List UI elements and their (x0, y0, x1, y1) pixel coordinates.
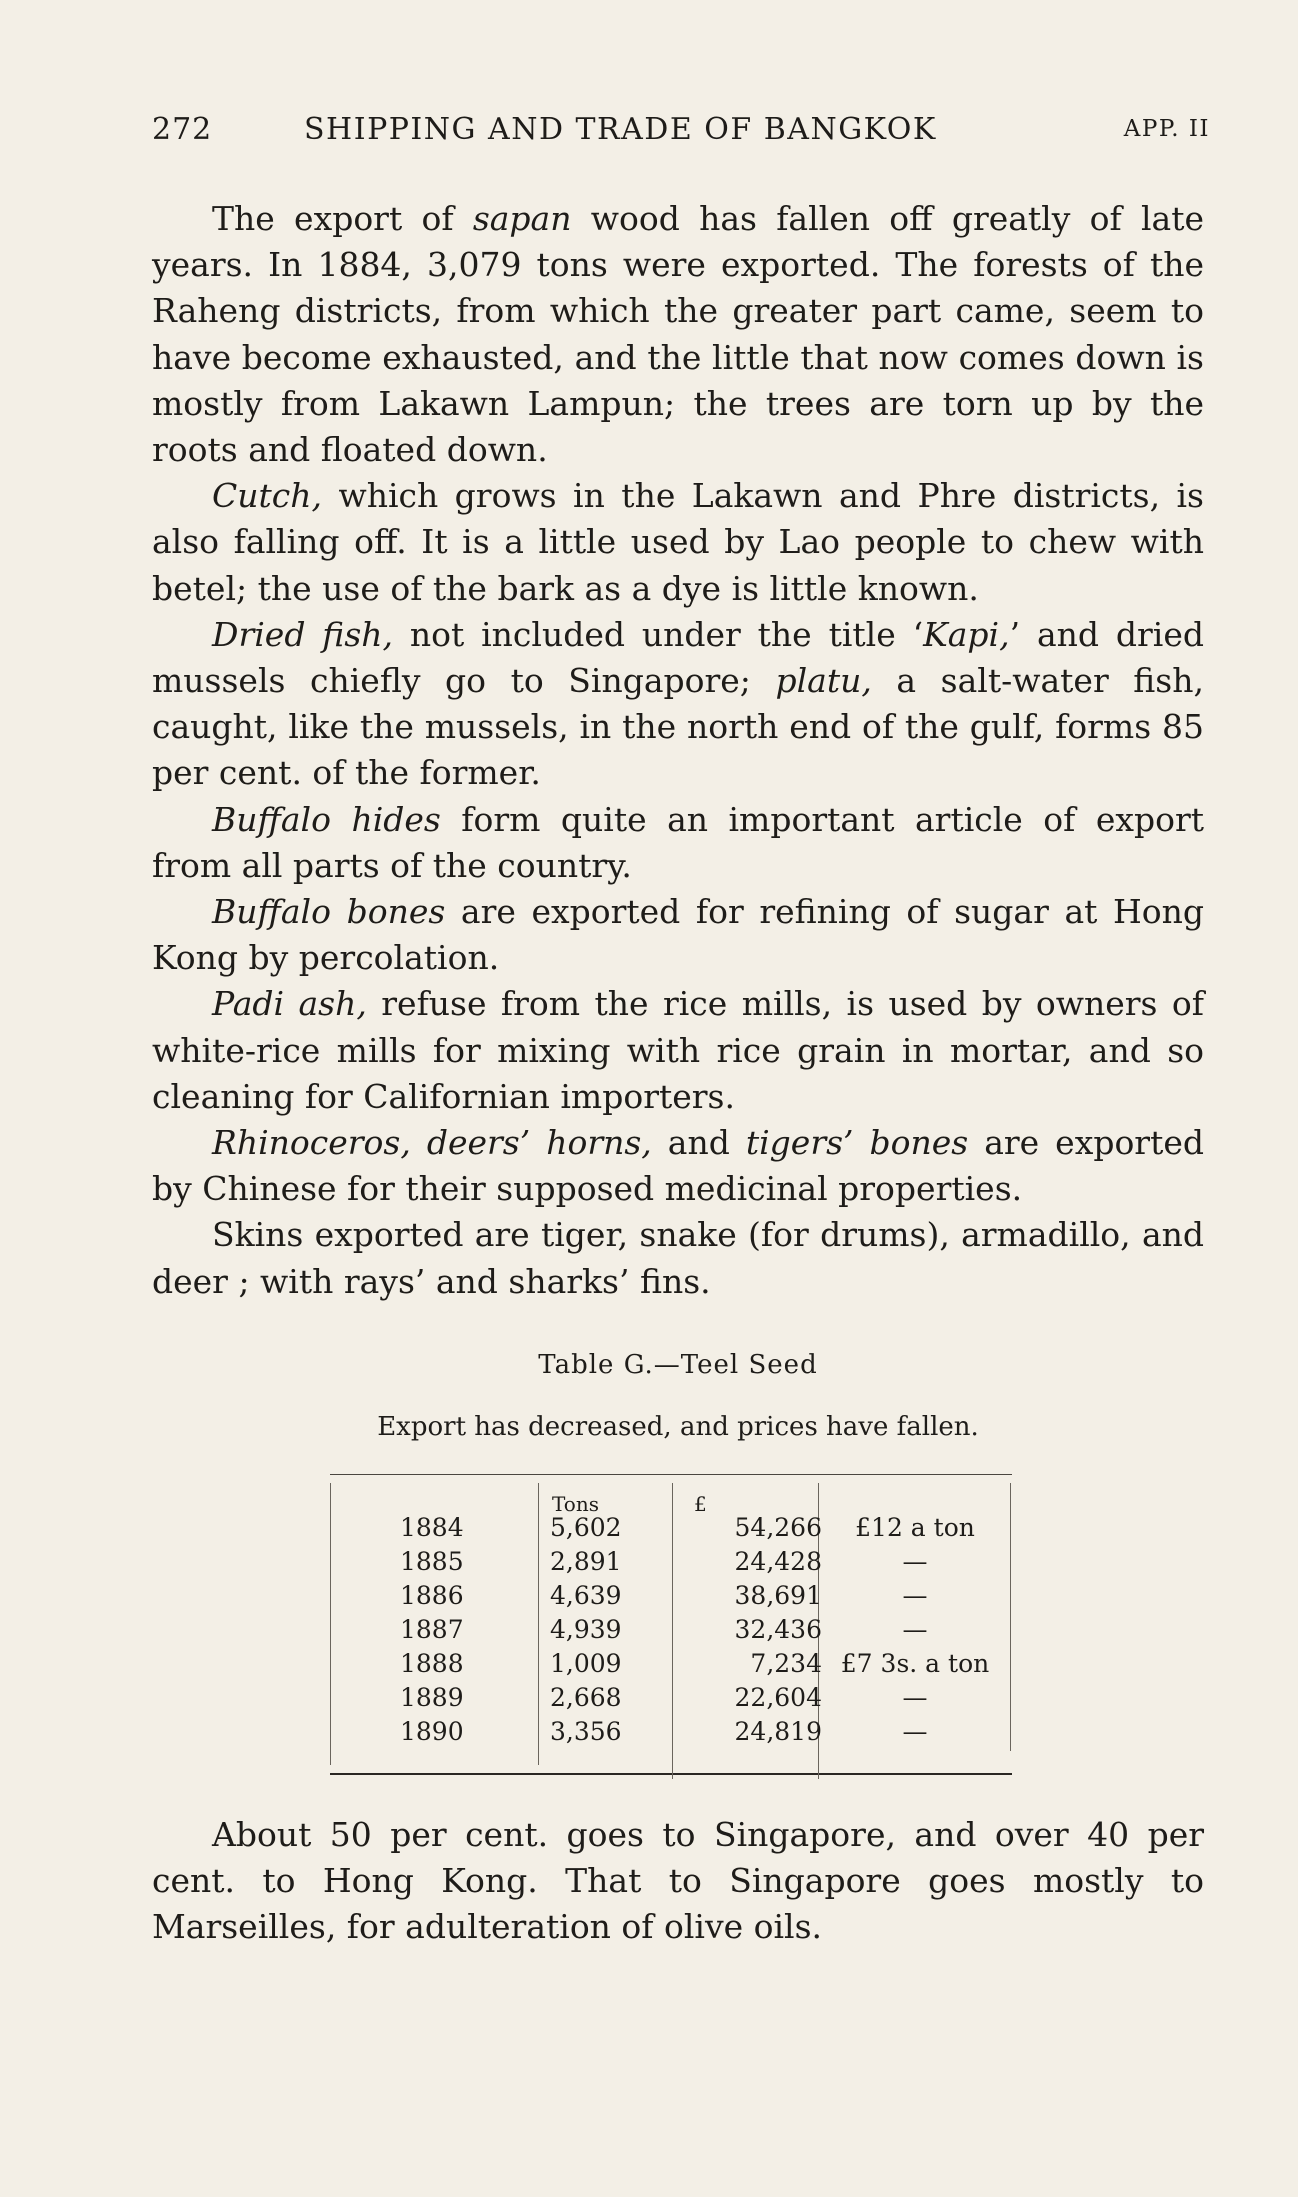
paragraph (152, 981, 1204, 1120)
table-cell-year: 1890 (400, 1717, 464, 1746)
table-title: Table G.—Teel Seed (538, 1350, 818, 1380)
table-cell-value: 22,604 (734, 1683, 822, 1712)
text-run: refuse from the rice mills, is used by owners of white-rice mills for mixing with rice grain in mortar, and so cleaning for Californian importers. (152, 984, 1204, 1116)
paragraph (152, 889, 1204, 981)
table-cell-year: 1887 (400, 1615, 464, 1644)
table-cell-tons: 2,891 (550, 1547, 622, 1576)
table-cell-tons: 4,939 (550, 1615, 622, 1644)
paragraph (152, 797, 1204, 889)
paragraph (152, 473, 1204, 612)
table-cell-year: 1885 (400, 1547, 464, 1576)
pounds-unit-header: £ (694, 1492, 707, 1516)
table-cell-value: 32,436 (734, 1615, 822, 1644)
teel-seed-table (330, 1474, 1012, 1775)
table-cell-tons: 2,668 (550, 1683, 622, 1712)
table-cell-year: 1889 (400, 1683, 464, 1712)
text-run: The export of (212, 199, 473, 238)
paragraph (152, 1212, 1204, 1304)
table-cell-value: 24,428 (734, 1547, 822, 1576)
table-cell-tons: 3,356 (550, 1717, 622, 1746)
table-cell-value: 7,234 (750, 1649, 822, 1678)
italic-term: Kapi, (923, 614, 1010, 654)
body-text (152, 196, 1204, 1305)
table-cell-price: £12 a ton (855, 1513, 975, 1542)
paragraph (152, 196, 1204, 473)
table-cell-price: — (902, 1615, 928, 1644)
text-run: are exported for refining of sugar at Hong Kong by percolation. (152, 892, 1204, 978)
table-cell-price: £7 3s. a ton (840, 1649, 990, 1678)
table-cell-year: 1884 (400, 1513, 464, 1542)
text-run: Skins exported are tiger, snake (for drums), armadillo, and deer ; with rays’ and sharks’ fins. (152, 1215, 1204, 1301)
text-run: wood has fallen off greatly of late years. In 1884, 3,079 tons were exported. The forests of the Raheng districts, from which the greater part came, seem to have become exhausted, and the little that now comes down is mostly from Lakawn Lampun; the trees are torn up by the roots and floated down. (152, 199, 1204, 470)
italic-term: Padi ash, (212, 984, 367, 1024)
paragraph (152, 1120, 1204, 1212)
table-cell-price: — (902, 1683, 928, 1712)
table-cell-year: 1888 (400, 1649, 464, 1678)
italic-term: Rhinoceros, deers’ horns, (212, 1123, 652, 1163)
table-cell-tons: 4,639 (550, 1581, 622, 1610)
text-run: and (651, 1123, 746, 1163)
table-cell-value: 54,266 (734, 1513, 822, 1542)
table-cell-value: 24,819 (734, 1717, 822, 1746)
closing-text (152, 1812, 1204, 1951)
tons-unit-header: Tons (552, 1492, 599, 1516)
italic-term: Buffalo hides (212, 799, 441, 839)
table-cell-tons: 5,602 (550, 1513, 622, 1542)
italic-term: tigers’ bones (745, 1123, 969, 1163)
table-rule (330, 1483, 331, 1765)
text-run: ’ and dried mussels chiefly go to Singapore; (152, 614, 1204, 701)
text-run: not included under the title ‘ (393, 614, 924, 654)
table-rule (672, 1483, 673, 1779)
paragraph (152, 612, 1204, 797)
table-rule (538, 1483, 539, 1765)
text-run: a salt-water fish, caught, like the mussels, in the north end of the gulf, forms 85 per cent. of the former. (152, 661, 1204, 793)
table-cell-tons: 1,009 (550, 1649, 622, 1678)
table-cell-year: 1886 (400, 1581, 464, 1610)
page-number: 272 (152, 112, 213, 147)
table-cell-price: — (902, 1547, 928, 1576)
table-cell-price: — (902, 1581, 928, 1610)
table-cell-price: — (902, 1717, 928, 1746)
text-run: form quite an important article of export from all parts of the country. (152, 799, 1204, 885)
running-title: SHIPPING AND TRADE OF BANGKOK (304, 112, 937, 147)
table-subtitle: Export has decreased, and prices have fallen. (377, 1412, 979, 1442)
closing-paragraph: About 50 per cent. goes to Singapore, and over 40 per cent. to Hong Kong. That to Singapore goes mostly to Marseilles, for adulteration of olive oils. (152, 1815, 1204, 1947)
text-run: which grows in the Lakawn and Phre districts, is also falling off. It is a little used by Lao people to chew with betel; the use of the bark as a dye is little known. (152, 476, 1204, 608)
appendix-label: APP. II (1123, 116, 1210, 142)
italic-term: platu, (775, 661, 872, 701)
italic-term: Dried fish, (212, 614, 393, 654)
italic-term: Cutch, (212, 476, 322, 516)
running-header (152, 112, 1210, 158)
italic-term: sapan (472, 199, 572, 238)
table-cell-value: 38,691 (734, 1581, 822, 1610)
italic-term: Buffalo bones (212, 892, 446, 932)
text-run: are exported by Chinese for their supposed medicinal properties. (152, 1123, 1204, 1209)
